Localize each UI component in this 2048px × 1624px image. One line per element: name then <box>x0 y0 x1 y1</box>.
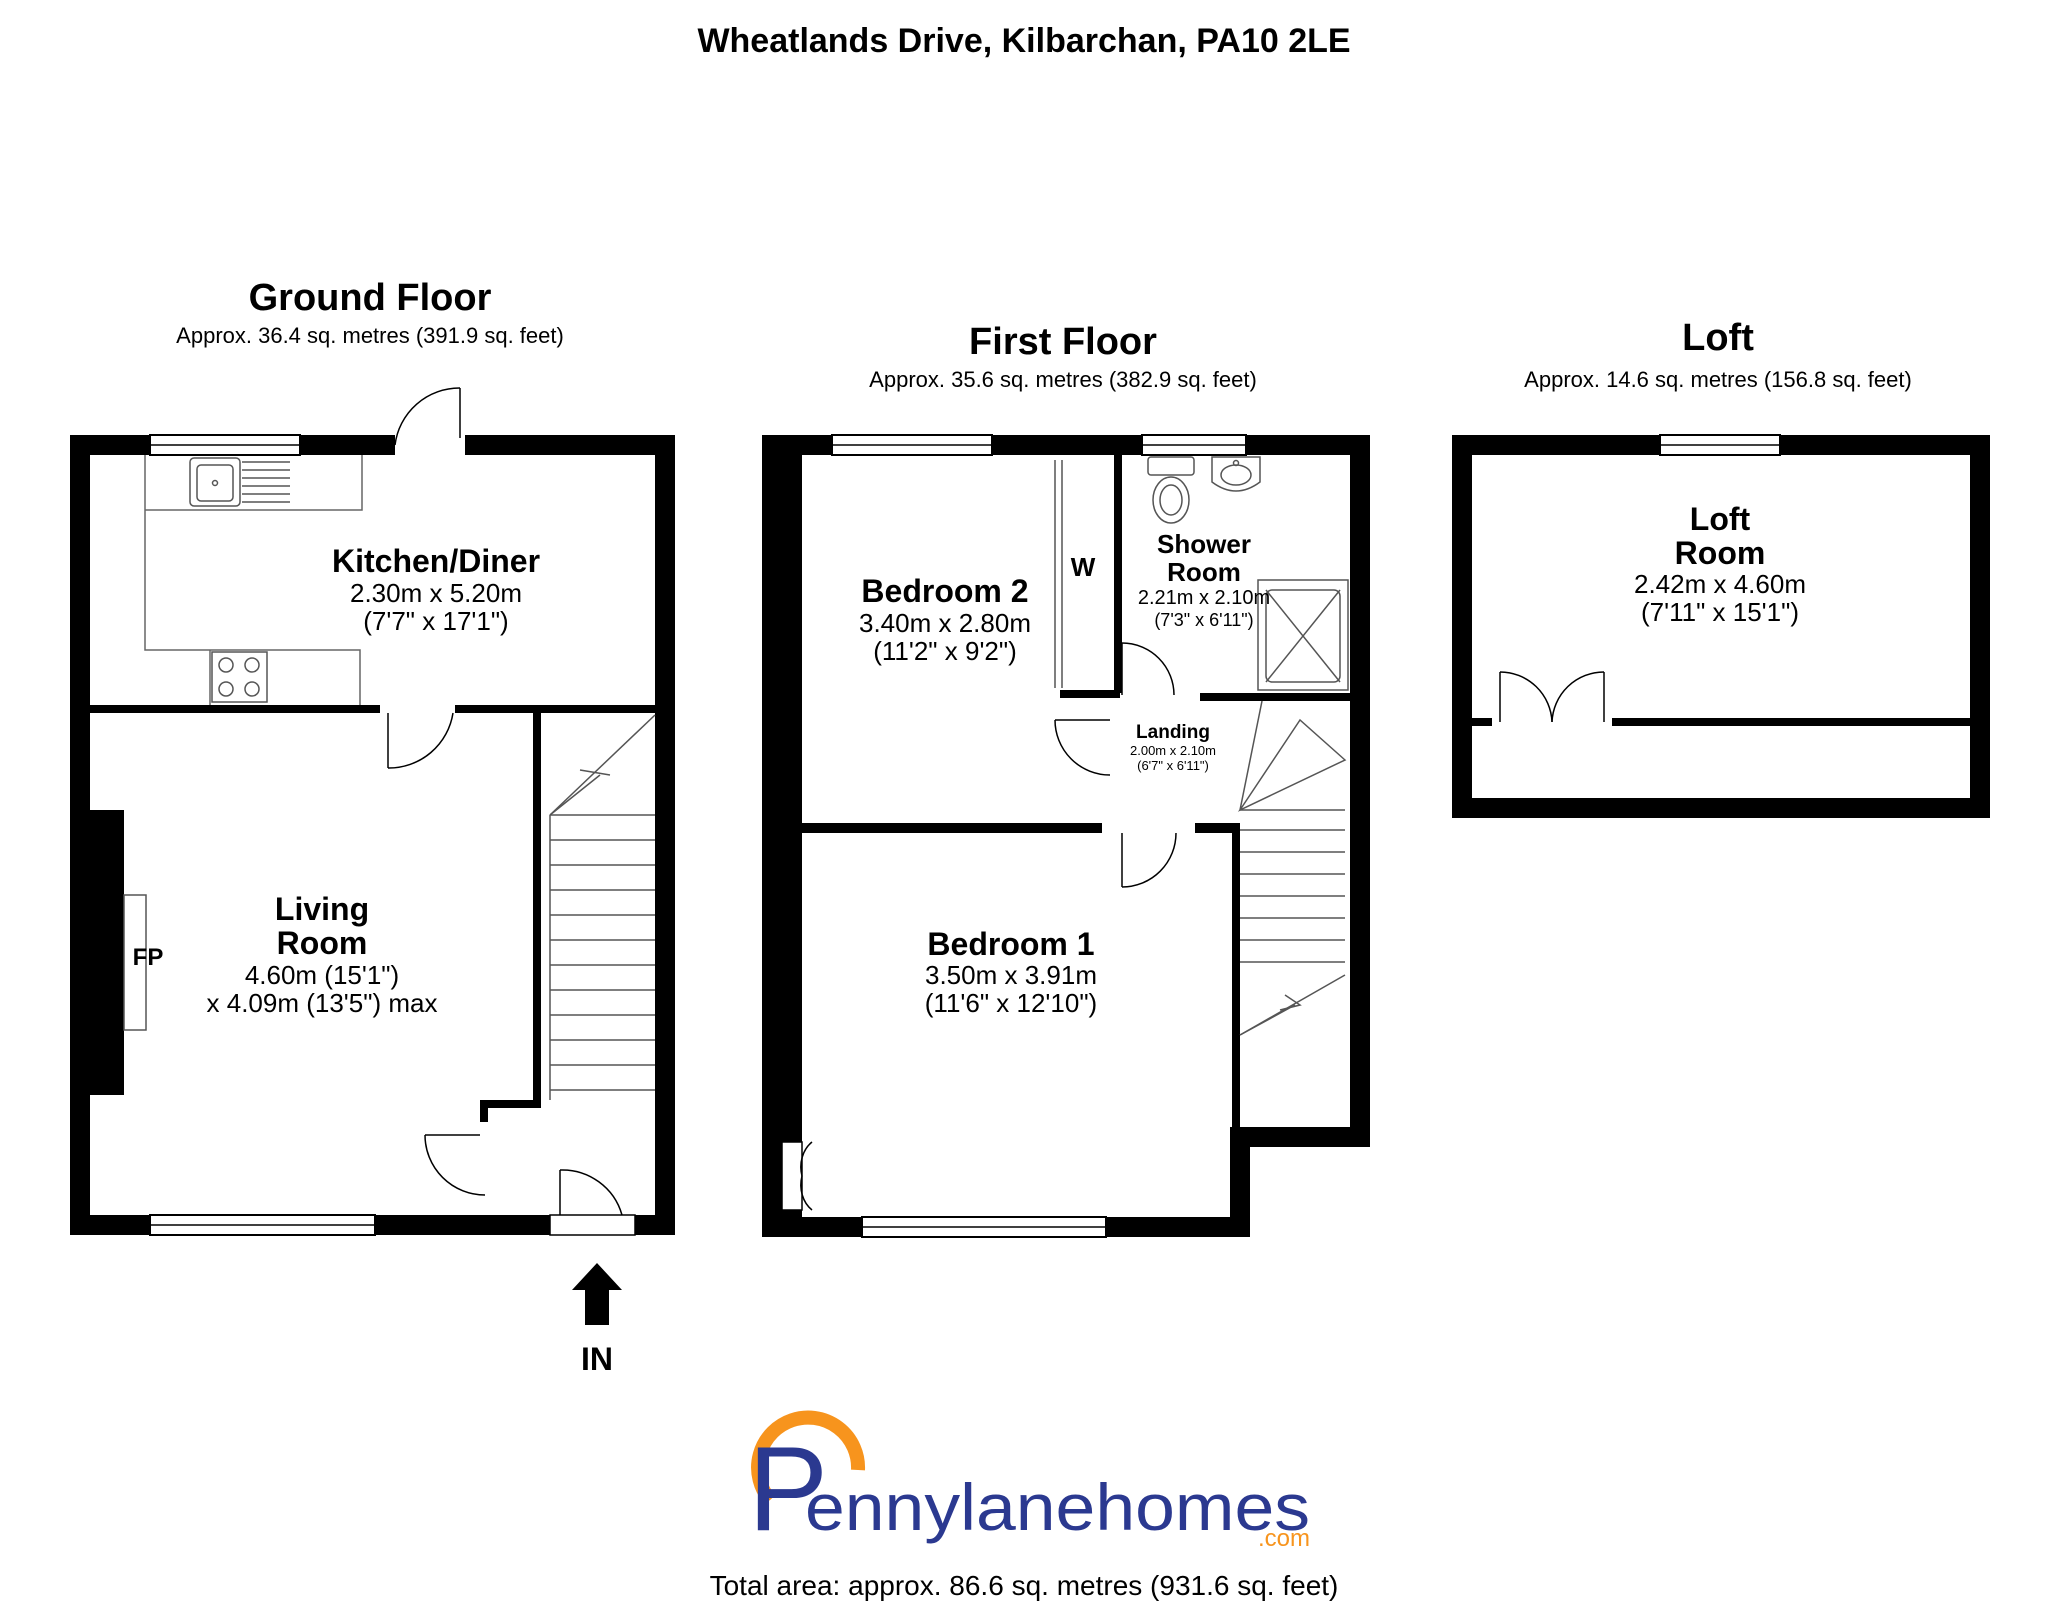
bedroom2-door <box>1055 720 1110 775</box>
svg-text:2.21m x 2.10m: 2.21m x 2.10m <box>1137 587 1271 609</box>
loft-title: Loft <box>1682 317 1754 359</box>
loft-room-label <box>1634 501 1806 627</box>
entrance-label: IN <box>581 1341 613 1377</box>
wardrobe <box>1055 460 1062 688</box>
svg-text:Landing: Landing <box>1136 722 1210 743</box>
entrance-arrow-icon <box>572 1263 622 1325</box>
bedroom1-door <box>1122 833 1176 887</box>
svg-text:3.40m x 2.80m: 3.40m x 2.80m <box>859 608 1031 638</box>
kitchen-diner-label <box>332 543 540 636</box>
hob-icon <box>212 652 267 702</box>
cupboard-doors <box>782 1142 812 1210</box>
kitchen-worktop <box>145 455 362 705</box>
first-window-bedroom2 <box>832 435 992 455</box>
svg-text:Kitchen/Diner: Kitchen/Diner <box>331 543 541 579</box>
svg-text:Room: Room <box>276 925 368 961</box>
svg-text:(6'7" x 6'11"): (6'7" x 6'11") <box>1137 758 1209 773</box>
shower-room-label <box>1138 529 1270 630</box>
svg-text:Room: Room <box>1674 535 1766 571</box>
ground-floor-area: Approx. 36.4 sq. metres (391.9 sq. feet) <box>176 323 564 348</box>
svg-text:(7'3" x 6'11"): (7'3" x 6'11") <box>1154 610 1254 630</box>
ground-stairs <box>550 715 655 1100</box>
loft-doors <box>1500 672 1604 722</box>
ground-window-living <box>150 1215 375 1235</box>
loft-area: Approx. 14.6 sq. metres (156.8 sq. feet) <box>1524 367 1912 392</box>
first-floor-area: Approx. 35.6 sq. metres (382.9 sq. feet) <box>869 367 1257 392</box>
svg-text:x 4.09m (13'5") max: x 4.09m (13'5") max <box>206 988 438 1018</box>
svg-text:(11'6" x 12'10"): (11'6" x 12'10") <box>924 988 1098 1018</box>
ground-front-door <box>550 1170 635 1235</box>
ground-back-door <box>395 388 460 445</box>
svg-text:2.00m x 2.10m: 2.00m x 2.10m <box>1130 743 1216 758</box>
ground-hall-door <box>425 1135 485 1195</box>
fireplace-label: FP <box>132 944 164 971</box>
pennylane-homes-logo <box>748 1418 1310 1556</box>
svg-text:Loft: Loft <box>1689 501 1751 537</box>
svg-text:Room: Room <box>1167 557 1241 587</box>
wardrobe-label: W <box>1070 552 1096 582</box>
landing-label <box>1130 722 1216 773</box>
logo-wordmark: ennylanehomes <box>805 1470 1310 1544</box>
sink-icon <box>190 458 290 506</box>
svg-text:(11'2" x 9'2"): (11'2" x 9'2") <box>873 636 1017 666</box>
svg-text:(7'7" x 17'1"): (7'7" x 17'1") <box>363 606 509 636</box>
first-window-shower <box>1142 435 1246 455</box>
basin-icon <box>1212 457 1260 491</box>
first-floor <box>762 321 1370 1237</box>
svg-text:Bedroom 1: Bedroom 1 <box>927 926 1095 962</box>
shower-room-door <box>1122 643 1174 695</box>
first-floor-title: First Floor <box>969 321 1157 363</box>
living-room-label <box>207 891 438 1018</box>
ground-floor <box>70 277 675 1377</box>
svg-text:2.30m x 5.20m: 2.30m x 5.20m <box>350 578 522 608</box>
first-window-bedroom1 <box>862 1217 1106 1237</box>
svg-text:2.42m x 4.60m: 2.42m x 4.60m <box>1634 569 1806 599</box>
loft-window <box>1660 435 1780 455</box>
total-area: Total area: approx. 86.6 sq. metres (931.6 sq. feet) <box>709 1570 1339 1601</box>
ground-kitchen-living-door <box>388 713 453 768</box>
first-floor-stairs <box>1240 701 1345 1035</box>
ground-floor-title: Ground Floor <box>248 277 492 319</box>
loft-floor <box>1452 317 1990 818</box>
bedroom1-label <box>925 926 1097 1018</box>
logo-dotcom: .com <box>1257 1525 1310 1552</box>
svg-text:4.60m (15'1"): 4.60m (15'1") <box>244 960 400 990</box>
svg-text:3.50m x 3.91m: 3.50m x 3.91m <box>925 960 1097 990</box>
logo-letter-p: P <box>748 1422 829 1556</box>
shower-tray-icon <box>1258 580 1348 690</box>
first-floor-walls <box>762 435 1370 1237</box>
svg-text:Living: Living <box>274 891 370 927</box>
svg-text:(7'11" x 15'1"): (7'11" x 15'1") <box>1641 597 1799 627</box>
bedroom2-label <box>859 573 1031 666</box>
svg-text:Shower: Shower <box>1157 529 1251 559</box>
property-address: Wheatlands Drive, Kilbarchan, PA10 2LE <box>697 22 1351 60</box>
toilet-icon <box>1148 457 1194 523</box>
ground-window-kitchen <box>150 435 300 455</box>
svg-text:Bedroom 2: Bedroom 2 <box>861 573 1029 609</box>
